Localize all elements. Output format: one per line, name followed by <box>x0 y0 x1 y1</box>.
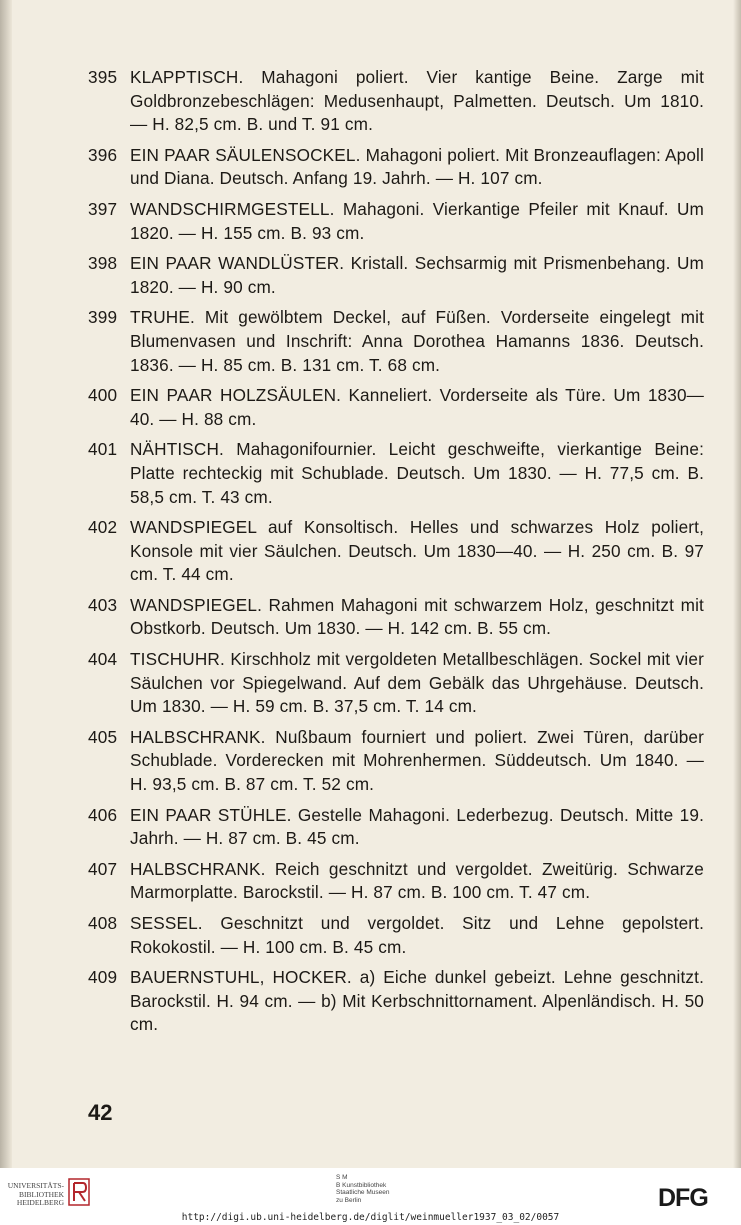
entry-text: TISCHUHR. Kirschholz mit vergoldeten Metallbeschlägen. Sockel mit vier Säulchen vor Spiegelwand. Auf dem Gebälk das Uhrgehäuse. Deutsch. Um 1830. — H. 59 cm. B. 37,5 cm. T. 14 cm. <box>130 649 704 717</box>
ub-line-3: HEIDELBERG <box>16 1198 64 1207</box>
entry-number: 402 <box>88 517 118 538</box>
entry-text: WANDSPIEGEL auf Konsoltisch. Helles und schwarzes Holz poliert, Konsole mit vier Säulchen. Deutsch. Um 1830—40. — H. 250 cm. B. 97 cm. T. 44 cm. <box>130 517 704 585</box>
catalog-entries <box>88 66 704 1044</box>
entry-text: TRUHE. Mit gewölbtem Deckel, auf Füßen. Vorderseite eingelegt mit Blumenvasen und Inschrift: Anna Dorothea Hamanns 1836. Deutsch. 1836. — H. 85 cm. B. 131 cm. T. 68 cm. <box>130 307 704 375</box>
smb-line-1: S M <box>336 1174 348 1181</box>
ub-line-2: BIBLIOTHEK <box>19 1189 64 1199</box>
smb-line-4: zu Berlin <box>336 1196 362 1204</box>
ub-heidelberg-logo-text[interactable] <box>6 1182 64 1208</box>
entry-number: 406 <box>88 804 118 825</box>
entry-number: 409 <box>88 967 118 988</box>
ub-heidelberg-logo-icon[interactable] <box>68 1178 90 1206</box>
permalink-url[interactable]: http://digi.ub.uni-heidelberg.de/diglit/weinmueller1937_03_02/0057 <box>181 1212 560 1223</box>
entry-number: 404 <box>88 649 118 670</box>
catalog-entry-401 <box>88 438 704 509</box>
catalog-entry-409 <box>88 966 704 1037</box>
page-edge-shadow-left <box>0 0 12 1168</box>
entry-text: WANDSCHIRMGESTELL. Mahagoni. Vierkantige Pfeiler mit Knauf. Um 1820. — H. 155 cm. B. 93 cm. <box>130 198 704 243</box>
entry-number: 405 <box>88 726 118 747</box>
entry-number: 401 <box>88 439 118 460</box>
entry-text: HALBSCHRANK. Nußbaum fourniert und poliert. Zwei Türen, darüber Schublade. Vorderecken mit Mohrenhermen. Süddeutsch. Um 1840. — H. 93,5 cm. B. 87 cm. T. 52 cm. <box>130 726 704 795</box>
catalog-entry-402 <box>88 516 704 587</box>
digitization-footer <box>0 1168 741 1225</box>
entry-number: 407 <box>88 858 118 879</box>
catalog-entry-403 <box>88 594 704 641</box>
dfg-logo: DFG <box>658 1184 708 1212</box>
entry-text: EIN PAAR WANDLÜSTER. Kristall. Sechsarmig mit Prismenbehang. Um 1820. — H. 90 cm. <box>130 253 704 297</box>
entry-number: 408 <box>88 913 118 933</box>
entry-text: SESSEL. Geschnitzt und vergoldet. Sitz und Lehne gepolstert. Rokokostil. — H. 100 cm. B. 45 cm. <box>130 913 704 957</box>
catalog-entry-396 <box>88 144 704 191</box>
catalog-entry-400 <box>88 384 704 431</box>
catalog-entry-399 <box>88 306 704 377</box>
catalog-entry-406 <box>88 804 704 851</box>
catalog-entry-404 <box>88 648 704 719</box>
entry-number: 396 <box>88 144 118 165</box>
entry-text: EIN PAAR STÜHLE. Gestelle Mahagoni. Lederbezug. Deutsch. Mitte 19. Jahrh. — H. 87 cm. B. 45 cm. <box>130 804 704 849</box>
smb-kunstbibliothek-logo <box>336 1174 389 1204</box>
entry-text: WANDSPIEGEL. Rahmen Mahagoni mit schwarzem Holz, geschnitzt mit Obstkorb. Deutsch. Um 1830. — H. 142 cm. B. 55 cm. <box>130 594 704 639</box>
entry-number: 400 <box>88 385 118 406</box>
catalog-entry-407 <box>88 858 704 905</box>
entry-text: KLAPPTISCH. Mahagoni poliert. Vier kantige Beine. Zarge mit Goldbronzebeschlägen: Medusenhaupt, Palmetten. Deutsch. Um 1810. — H. 82,5 cm. B. und T. 91 cm. <box>130 67 704 135</box>
catalog-entry-405 <box>88 726 704 797</box>
entry-text: EIN PAAR SÄULENSOCKEL. Mahagoni poliert. Mit Bronzeauflagen: Apoll und Diana. Deutsch. Anfang 19. Jahrh. — H. 107 cm. <box>130 144 704 189</box>
entry-text: BAUERNSTUHL, HOCKER. a) Eiche dunkel gebeizt. Lehne geschnitzt. Barockstil. H. 94 cm. — b) Mit Kerbschnittornament. Alpenländisch. H. 50 cm. <box>130 967 704 1035</box>
entry-number: 398 <box>88 253 118 274</box>
entry-text: NÄHTISCH. Mahagonifournier. Leicht geschweifte, vierkantige Beine: Platte rechteckig mit Schublade. Deutsch. Um 1830. — H. 77,5 cm. B. 58,5 cm. T. 43 cm. <box>130 439 704 507</box>
page-number: 42 <box>88 1100 113 1125</box>
smb-line-3: Staatliche Museen <box>336 1189 390 1197</box>
entry-number: 397 <box>88 198 118 219</box>
catalog-entry-398 <box>88 252 704 299</box>
entry-number: 399 <box>88 307 118 328</box>
catalog-entry-397 <box>88 198 704 245</box>
ub-line-1: UNIVERSITÄTS- <box>7 1181 64 1190</box>
entry-number: 403 <box>88 594 118 615</box>
entry-text: HALBSCHRANK. Reich geschnitzt und vergoldet. Zweitürig. Schwarze Marmorplatte. Barockstil. — H. 87 cm. B. 100 cm. T. 47 cm. <box>130 858 704 903</box>
catalog-entry-395 <box>88 66 704 137</box>
entry-text: EIN PAAR HOLZSÄULEN. Kanneliert. Vorderseite als Türe. Um 1830—40. — H. 88 cm. <box>130 385 704 429</box>
smb-line-2: B Kunstbibliothek <box>336 1181 387 1189</box>
catalog-entry-408 <box>88 912 704 959</box>
page-edge-shadow-right <box>733 0 741 1168</box>
entry-number: 395 <box>88 67 118 87</box>
